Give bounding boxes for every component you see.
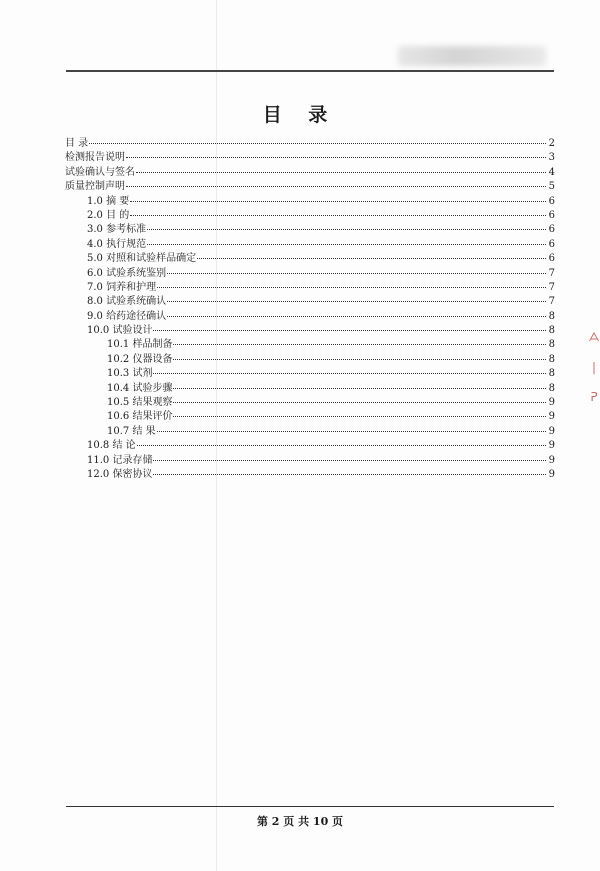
toc-entry[interactable]: [65, 166, 555, 180]
toc-entry[interactable]: [65, 195, 555, 209]
toc-entry-page: 7: [548, 281, 555, 293]
toc-entry[interactable]: [65, 382, 555, 396]
seal-fragment: ᗋ: [588, 330, 600, 344]
toc-dot-leader: [173, 388, 546, 389]
toc-entry-page: 8: [548, 382, 555, 394]
header-divider: [66, 70, 554, 72]
toc-entry-page: 6: [548, 209, 555, 221]
toc-dot-leader: [137, 445, 546, 446]
toc-entry[interactable]: [65, 353, 555, 367]
toc-entry-title: 8.0 试验系统确认: [87, 296, 167, 308]
seal-fragment: |: [591, 360, 597, 374]
toc-entry[interactable]: [65, 367, 555, 381]
toc-entry[interactable]: [65, 310, 555, 324]
seal-fragment: ᕈ: [590, 390, 598, 404]
toc-entry[interactable]: [65, 151, 555, 165]
toc-dot-leader: [153, 460, 546, 461]
toc-entry-title: 11.0 记录存储: [87, 454, 153, 466]
toc-entry-page: 6: [548, 238, 555, 250]
toc-dot-leader: [126, 186, 546, 187]
toc-dot-leader: [167, 316, 546, 317]
toc-entry-page: 7: [548, 296, 555, 308]
toc-entry[interactable]: [65, 137, 555, 151]
toc-entry-page: 8: [548, 368, 555, 380]
toc-dot-leader: [157, 287, 546, 288]
toc-entry[interactable]: [65, 295, 555, 309]
toc-dot-leader: [153, 373, 546, 374]
toc-entry[interactable]: [65, 238, 555, 252]
edge-seal-stamp: [588, 322, 600, 412]
toc-entry-title: 6.0 试验系统鉴别: [87, 267, 167, 279]
toc-entry-title: 3.0 参考标准: [87, 224, 147, 236]
toc-entry[interactable]: [65, 439, 555, 453]
toc-entry-title: 5.0 对照和试验样品确定: [87, 253, 197, 265]
toc-entry-title: 10.1 样品制备: [107, 339, 173, 351]
toc-entry-title: 10.0 试验设计: [87, 325, 153, 337]
footer-divider: [66, 806, 554, 807]
toc-entry-title: 10.4 试验步骤: [107, 382, 173, 394]
toc-entry[interactable]: [65, 425, 555, 439]
toc-entry-page: 5: [548, 181, 555, 193]
toc-dot-leader: [147, 229, 546, 230]
toc-entry-page: 9: [548, 411, 555, 423]
toc-entry-page: 6: [548, 253, 555, 265]
toc-entry-title: 检测报告说明: [65, 152, 125, 164]
toc-entry[interactable]: [65, 281, 555, 295]
toc-entry[interactable]: [65, 468, 555, 482]
toc-entry-page: 9: [548, 468, 555, 480]
toc-entry-title: 12.0 保密协议: [87, 468, 153, 480]
toc-entry-title: 4.0 执行规范: [87, 238, 147, 250]
toc-dot-leader: [153, 474, 546, 475]
toc-entry-page: 9: [548, 454, 555, 466]
redacted-header: [398, 46, 546, 66]
toc-entry-page: 9: [548, 440, 555, 452]
toc-entry-title: 10.8 结 论: [87, 440, 136, 452]
toc-dot-leader: [157, 431, 546, 432]
toc-entry[interactable]: [65, 223, 555, 237]
toc-entry-title: 2.0 目 的: [87, 209, 130, 221]
table-of-contents: [65, 137, 555, 482]
toc-entry-title: 目 录: [65, 138, 89, 149]
toc-entry-page: 9: [548, 397, 555, 409]
toc-entry-page: 4: [548, 166, 555, 178]
toc-entry[interactable]: [65, 180, 555, 194]
toc-dot-leader: [130, 201, 546, 202]
toc-entry-title: 7.0 饲养和护理: [87, 281, 157, 293]
toc-entry-page: 8: [548, 353, 555, 365]
toc-dot-leader: [147, 244, 546, 245]
toc-dot-leader: [173, 344, 546, 345]
toc-entry-title: 10.7 结 果: [107, 425, 156, 437]
toc-entry-title: 10.3 试剂: [107, 368, 153, 380]
toc-entry-title: 试验确认与签名: [65, 166, 135, 178]
toc-entry[interactable]: [65, 410, 555, 424]
toc-entry-title: 10.2 仪器设备: [107, 353, 173, 365]
toc-entry-page: 2: [548, 138, 555, 149]
page-number-footer: 第 2 页 共 10 页: [256, 815, 344, 828]
page-title: 目 录: [262, 104, 338, 126]
toc-dot-leader: [130, 215, 546, 216]
toc-entry-page: 6: [548, 224, 555, 236]
toc-entry-title: 9.0 给药途径确认: [87, 310, 167, 322]
toc-dot-leader: [126, 157, 546, 158]
toc-entry-title: 1.0 摘 要: [87, 195, 130, 207]
toc-entry[interactable]: [65, 267, 555, 281]
toc-dot-leader: [173, 402, 546, 403]
toc-entry[interactable]: [65, 338, 555, 352]
toc-dot-leader: [173, 416, 546, 417]
toc-entry[interactable]: [65, 396, 555, 410]
toc-dot-leader: [153, 330, 546, 331]
toc-entry-page: 8: [548, 339, 555, 351]
toc-entry-page: 9: [548, 425, 555, 437]
toc-entry-page: 8: [548, 325, 555, 337]
toc-entry-page: 6: [548, 195, 555, 207]
toc-dot-leader: [167, 273, 546, 274]
toc-entry-page: 8: [548, 310, 555, 322]
toc-entry-page: 7: [548, 267, 555, 279]
toc-entry[interactable]: [65, 324, 555, 338]
toc-entry[interactable]: [65, 209, 555, 223]
toc-dot-leader: [167, 301, 546, 302]
toc-entry[interactable]: [65, 454, 555, 468]
toc-entry[interactable]: [65, 252, 555, 266]
toc-dot-leader: [197, 258, 546, 259]
toc-dot-leader: [89, 143, 546, 144]
toc-entry-title: 质量控制声明: [65, 181, 125, 193]
toc-dot-leader: [173, 359, 546, 360]
toc-dot-leader: [136, 172, 546, 173]
toc-entry-page: 3: [548, 152, 555, 164]
toc-entry-title: 10.5 结果观察: [107, 397, 173, 409]
toc-entry-title: 10.6 结果评价: [107, 411, 173, 423]
